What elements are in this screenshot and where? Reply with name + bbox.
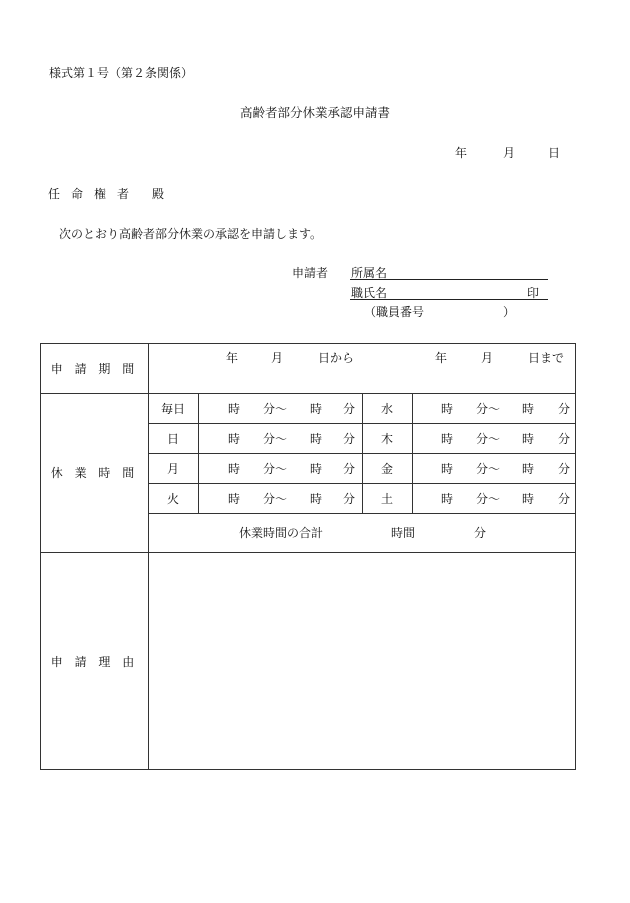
minute-from-unit[interactable]: 分～: [263, 462, 288, 476]
date-month-label: 月: [503, 146, 516, 160]
period-from-day: 日から: [318, 351, 355, 365]
total-minutes-unit[interactable]: 分: [474, 526, 487, 540]
day-column-divider: [412, 393, 413, 513]
staff-name-label: 職氏名: [351, 286, 388, 300]
period-label: 申 請 期 間: [50, 362, 139, 376]
hour-unit[interactable]: 時: [441, 492, 454, 506]
addressee-char: 権: [94, 187, 107, 201]
day-label: 毎日: [160, 402, 185, 416]
addressee-char: 命: [71, 187, 84, 201]
minute-from-unit[interactable]: 分～: [476, 402, 501, 416]
minute-unit[interactable]: 分: [343, 462, 356, 476]
hour-unit[interactable]: 時: [228, 492, 241, 506]
hour-unit[interactable]: 時: [522, 492, 535, 506]
hour-unit[interactable]: 時: [441, 432, 454, 446]
hour-unit[interactable]: 時: [228, 462, 241, 476]
day-label: 木: [380, 432, 393, 446]
day-label: 土: [380, 492, 393, 506]
minute-from-unit[interactable]: 分～: [476, 432, 501, 446]
period-from-month: 月: [271, 351, 284, 365]
seal-mark: 印: [527, 286, 540, 300]
hour-unit[interactable]: 時: [310, 402, 323, 416]
affiliation-label: 所属名: [351, 266, 388, 280]
minute-from-unit[interactable]: 分～: [263, 492, 288, 506]
addressee-char: 者: [117, 187, 130, 201]
hour-unit[interactable]: 時: [310, 492, 323, 506]
hour-unit[interactable]: 時: [522, 462, 535, 476]
staff-number-open: （職員番号: [364, 305, 425, 319]
reason-label: 申 請 理 由: [50, 655, 139, 669]
hour-unit[interactable]: 時: [522, 432, 535, 446]
hour-unit[interactable]: 時: [310, 432, 323, 446]
minute-from-unit[interactable]: 分～: [476, 462, 501, 476]
minute-unit[interactable]: 分: [343, 492, 356, 506]
day-label: 日: [166, 432, 179, 446]
minute-unit[interactable]: 分: [558, 432, 571, 446]
period-to-year: 年: [435, 351, 448, 365]
hour-unit[interactable]: 時: [522, 402, 535, 416]
staff-name-field[interactable]: [350, 299, 548, 300]
period-from-year: 年: [226, 351, 239, 365]
row-divider: [41, 393, 575, 394]
day-label: 火: [166, 492, 179, 506]
page-title: 高齢者部分休業承認申請書: [239, 105, 390, 120]
minute-unit[interactable]: 分: [343, 402, 356, 416]
minute-unit[interactable]: 分: [343, 432, 356, 446]
period-to-month: 月: [481, 351, 494, 365]
hour-unit[interactable]: 時: [441, 462, 454, 476]
hours-label: 休 業 時 間: [50, 466, 139, 480]
hour-unit[interactable]: 時: [441, 402, 454, 416]
affiliation-field[interactable]: [350, 279, 548, 280]
day-label: 月: [166, 462, 179, 476]
total-label: 休業時間の合計: [239, 526, 324, 540]
application-table: [40, 343, 576, 770]
hour-unit[interactable]: 時: [228, 402, 241, 416]
minute-from-unit[interactable]: 分～: [476, 492, 501, 506]
minute-unit[interactable]: 分: [558, 462, 571, 476]
period-to-day: 日まで: [528, 351, 565, 365]
staff-number-close: ）: [503, 305, 516, 319]
minute-from-unit[interactable]: 分～: [263, 432, 288, 446]
total-hours-unit[interactable]: 時間: [391, 526, 416, 540]
day-label: 金: [380, 462, 393, 476]
addressee-char: 任: [48, 187, 61, 201]
date-year-label: 年: [455, 146, 468, 160]
reason-field[interactable]: [149, 553, 575, 769]
day-label: 水: [380, 402, 393, 416]
form-number: 様式第１号（第２条関係）: [49, 66, 194, 80]
applicant-label: 申請者: [292, 266, 329, 280]
hour-unit[interactable]: 時: [228, 432, 241, 446]
intro-text: 次のとおり高齢者部分休業の承認を申請します。: [59, 227, 323, 241]
hour-unit[interactable]: 時: [310, 462, 323, 476]
addressee-honorific: 殿: [152, 187, 165, 201]
day-column-divider: [198, 393, 199, 513]
minute-from-unit[interactable]: 分～: [263, 402, 288, 416]
minute-unit[interactable]: 分: [558, 402, 571, 416]
row-divider: [148, 513, 575, 514]
date-day-label: 日: [548, 146, 561, 160]
minute-unit[interactable]: 分: [558, 492, 571, 506]
